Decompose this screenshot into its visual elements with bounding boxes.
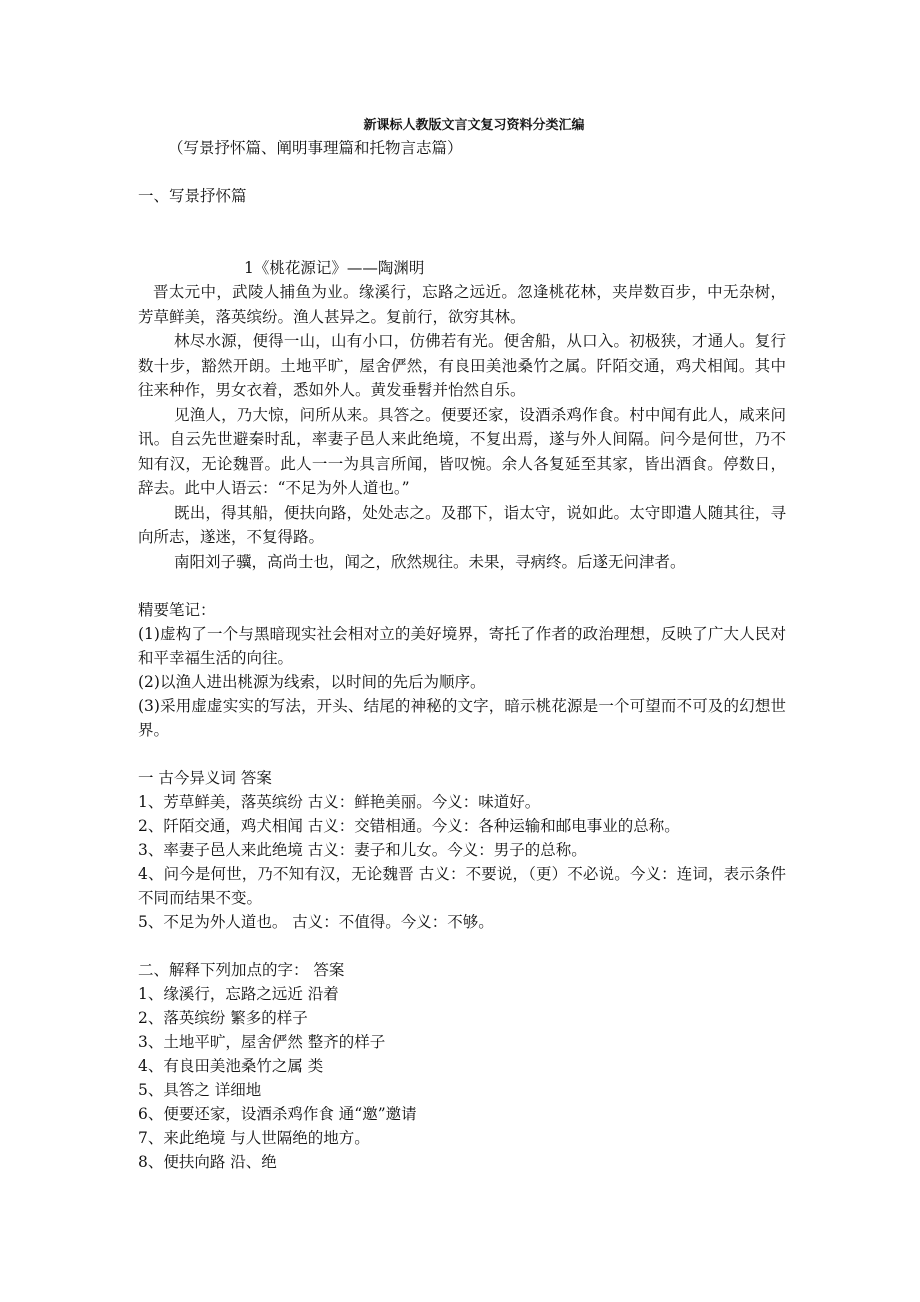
part2-item: 7、来此绝境 与人世隔绝的地方。 [138,1129,370,1147]
note-item: (3)采用虚虚实实的写法，开头、结尾的神秘的文字，暗示桃花源是一个可望而不可及的幻想世界。 [138,697,786,739]
part2-item: 4、有良田美池桑竹之属 类 [138,1057,324,1075]
part1-item: 5、不足为外人道也。 古义：不值得。今义：不够。 [138,913,494,931]
part2-item: 8、便扶向路 沿、绝 [138,1153,277,1171]
part1-item: 1、芳草鲜美，落英缤纷 古义：鲜艳美丽。今义：味道好。 [138,793,541,811]
part1-item: 4、问今是何世，乃不知有汉，无论魏晋 古义：不要说，（更）不必说。今义：连词，表示条件不同而结果不变。 [138,865,786,907]
part1-heading: 一 古今异义词 答案 [138,769,272,787]
note-item: (1)虚构了一个与黑暗现实社会相对立的美好境界，寄托了作者的政治理想，反映了广大人民对和平幸福生活的向往。 [138,625,786,667]
notes-heading: 精要笔记： [138,601,216,619]
part2-item: 3、土地平旷，屋舍俨然 整齐的样子 [138,1033,386,1051]
document-subtitle: （写景抒怀篇、阐明事理篇和托物言志篇） [168,139,463,157]
part2-item: 6、便要还家，设酒杀鸡作食 通“邀”邀请 [138,1105,417,1123]
essay-paragraph-2: 林尽水源，便得一山，山有小口，仿佛若有光。便舍船，从口入。初极狭，才通人。复行数十步，豁然开朗。土地平旷，屋舍俨然，有良田美池桑竹之属。阡陌交通，鸡犬相闻。其中往来种作，男女衣着，悉如外人。黄发垂髫并怡然自乐。 [138,332,786,399]
part2-item: 2、落英缤纷 繁多的样子 [138,1009,308,1027]
essay-paragraph-5: 南阳刘子骥，高尚士也，闻之，欣然规往。未果，寻病终。后遂无问津者。 [174,552,686,571]
part2-heading: 二、解释下列加点的字： 答案 [138,961,345,979]
part2-item: 1、缘溪行，忘路之远近 沿着 [138,985,339,1003]
document-title: 新课标人教版文言文复习资料分类汇编 [363,118,585,133]
essay-paragraph-3: 见渔人，乃大惊，问所从来。具答之。便要还家，设酒杀鸡作食。村中闻有此人，咸来问讯。自云先世避秦时乱，率妻子邑人来此绝境，不复出焉，遂与外人间隔。问今是何世，乃不知有汉，无论魏晋。此人一一为具言所闻，皆叹惋。余人各复延至其家，皆出酒食。停数日，辞去。此中人语云：“不足为外人道也。” [138,405,786,497]
part1-item: 3、率妻子邑人来此绝境 古义：妻子和儿女。今义：男子的总称。 [138,841,587,859]
essay-paragraph-1: 晋太元中，武陵人捕鱼为业。缘溪行，忘路之远近。忽逢桃花林，夹岸数百步，中无杂树，芳草鲜美，落英缤纷。渔人甚异之。复前行，欲穷其林。 [138,283,786,326]
part2-item: 5、具答之 详细地 [138,1081,262,1099]
part1-item: 2、阡陌交通，鸡犬相闻 古义：交错相通。今义：各种运输和邮电事业的总称。 [138,817,680,835]
essay-title: 1《桃花源记》——陶渊明 [244,259,425,277]
section-heading-1: 一、写景抒怀篇 [138,187,247,205]
note-item: (2)以渔人进出桃源为线索，以时间的先后为顺序。 [138,673,486,691]
essay-paragraph-4: 既出，得其船，便扶向路，处处志之。及郡下，诣太守，说如此。太守即遣人随其往，寻向所志，遂迷，不复得路。 [138,503,786,546]
document-body [138,116,786,1174]
